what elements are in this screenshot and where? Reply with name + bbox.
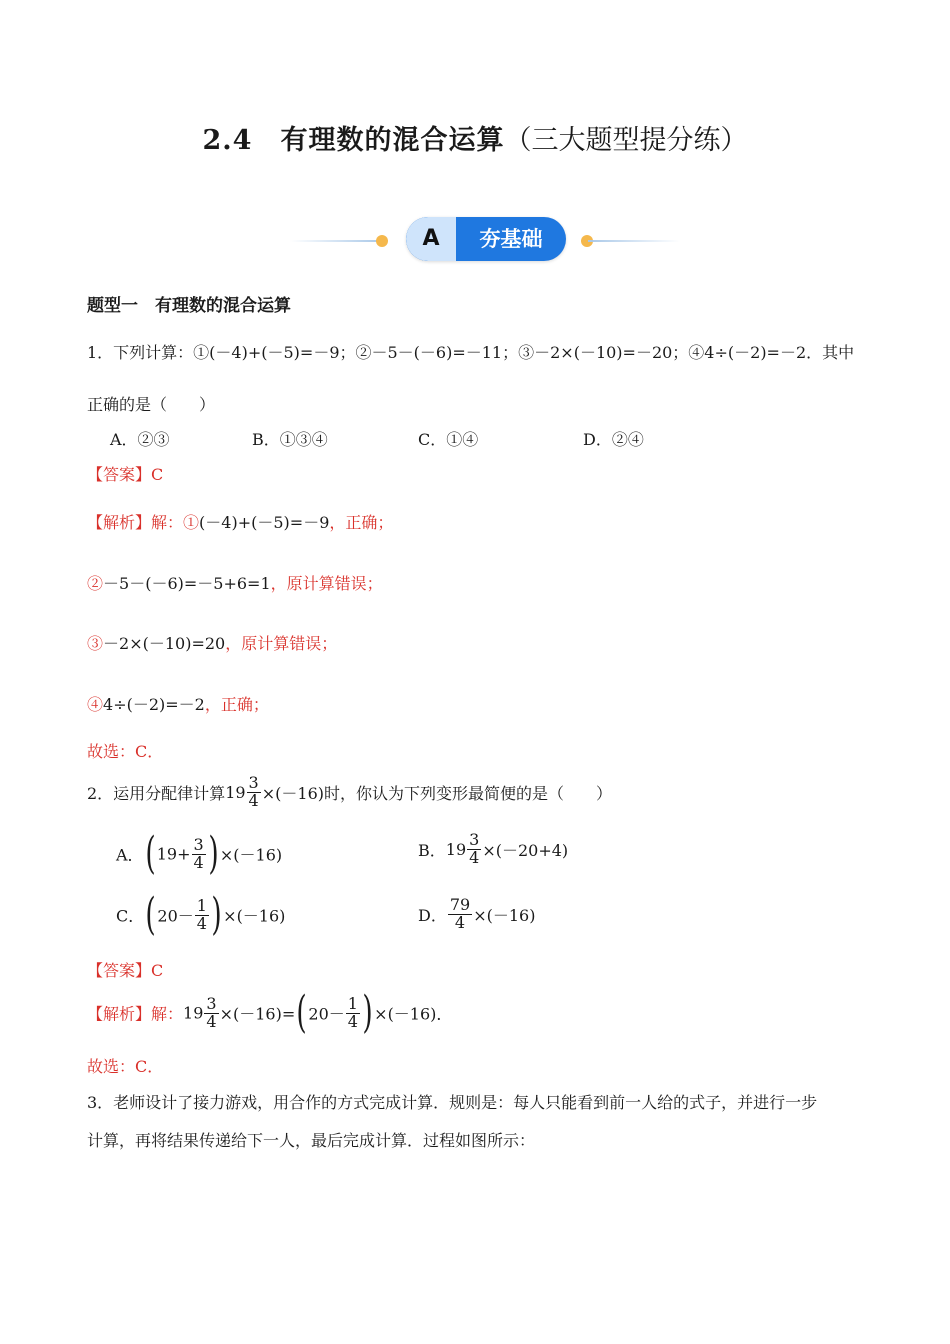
section-badge	[290, 214, 680, 266]
q2-option-b-den: 4	[469, 847, 480, 867]
badge-line-right	[588, 240, 680, 242]
q2-option-d-den: 4	[454, 912, 466, 932]
title-main: 2.4 有理数的混合运算	[202, 125, 505, 156]
q1-option-d: D．②④	[583, 430, 644, 449]
q2-stem-tail: ×(－16)	[261, 783, 324, 803]
q2-stem-post: 时，你认为下列变形最简便的是（ ）	[324, 783, 613, 803]
q1-answer	[87, 462, 163, 485]
q2-option-d-tail: ×(－16)	[473, 905, 536, 925]
q1-analysis-tag: 【解析】	[87, 513, 152, 532]
q1-conclusion: 故选：C．	[87, 742, 164, 761]
q2-option-a-label: A．	[116, 845, 144, 865]
q2-analysis-whole: 19	[183, 1003, 204, 1023]
q2-option-a-den: 4	[193, 852, 204, 872]
q2-analysis-num2: 1	[347, 993, 358, 1013]
q2-stem-pre: 2．运用分配律计算	[87, 783, 226, 803]
q2-analysis-term: 20－	[308, 1004, 345, 1024]
q2-option-c-fraction	[195, 895, 209, 933]
q1-step1-expr: (－4)+(－5)=－9	[199, 513, 330, 532]
badge-label: 夯基础	[479, 227, 543, 251]
q2-stem-den: 4	[248, 790, 259, 810]
q2-option-d-label: D．	[418, 905, 447, 925]
q1-option-b: B．①③④	[252, 430, 328, 449]
q1-step3-mark: ③	[87, 634, 104, 653]
q2-option-a-rparen: )	[208, 828, 219, 879]
q3-stem-line2: 计算，再将结果传递给下一人，最后完成计算．过程如图所示：	[87, 1131, 536, 1150]
q1-analysis	[87, 510, 393, 533]
q2-option-b-fraction	[467, 832, 481, 867]
q2-analysis-den1: 4	[206, 1011, 217, 1031]
q2-stem	[87, 775, 612, 810]
badge-letter: A	[406, 217, 456, 261]
q1-answer-tag: 【答案】	[87, 465, 152, 484]
q2-option-c-den: 4	[196, 913, 207, 933]
q2-option-a-num: 3	[193, 834, 204, 854]
q2-stem-num: 3	[248, 773, 259, 792]
q2-conclusion: 故选：C．	[87, 1057, 164, 1076]
q1-step2-note: ，原计算错误；	[270, 574, 383, 593]
q2-analysis	[87, 987, 453, 1038]
badge-pill	[406, 217, 566, 261]
q2-option-c-term: 20－	[157, 906, 194, 926]
q2-option-b-whole: 19	[445, 839, 467, 859]
q1-step2-expr: －5－(－6)=－5+6=1	[103, 574, 271, 593]
q1-answer-value: C	[151, 465, 164, 484]
q1-stem-line1: 1．下列计算：①(－4)+(－5)=－9；②－5－(－6)=－11；③－2×(－10)=－20；④4÷(－2)=－2．其中	[87, 343, 855, 362]
q2-option-a-fraction	[192, 834, 206, 872]
badge-line-left	[290, 240, 382, 242]
q2-stem-fraction	[247, 775, 261, 810]
q2-option-c-label: C．	[116, 906, 145, 926]
section-title: 题型一 有理数的混合运算	[87, 296, 291, 316]
q2-answer-tag: 【答案】	[87, 961, 152, 980]
title-sub: （三大题型提分练）	[504, 125, 748, 156]
q2-analysis-den2: 4	[347, 1011, 358, 1031]
q2-analysis-intro: 解：	[151, 1004, 184, 1024]
q2-answer-value: C	[151, 961, 164, 980]
q3-stem-line1: 3．老师设计了接力游戏，用合作的方式完成计算．规则是：每人只能看到前一人给的式子，并进行一步	[87, 1093, 818, 1112]
q2-analysis-num1: 3	[206, 993, 217, 1013]
q2-option-c-num: 1	[196, 895, 207, 915]
q2-option-d	[418, 897, 535, 932]
badge-dot-left	[376, 235, 388, 247]
q2-option-a	[116, 828, 283, 879]
page-title	[0, 118, 950, 157]
q2-option-d-num: 79	[449, 895, 471, 914]
q2-analysis-tail: ×(－16)．	[374, 1004, 453, 1024]
q1-step3-note: ，原计算错误；	[225, 634, 338, 653]
q2-option-c	[116, 889, 286, 940]
q2-option-a-tail: ×(－16)	[219, 845, 283, 865]
q2-option-b-num: 3	[469, 830, 480, 849]
q2-answer	[87, 958, 163, 981]
q1-analysis-intro: 解：	[151, 513, 184, 532]
q1-step4-note: ，正确；	[204, 695, 269, 714]
q2-option-a-term: 19+	[156, 844, 191, 864]
q1-stem-line2: 正确的是（ ）	[87, 395, 216, 414]
q1-step1-mark: ①	[183, 513, 200, 532]
q2-analysis-fraction2	[346, 993, 360, 1031]
q1-step4-mark: ④	[87, 695, 104, 714]
q1-step2-mark: ②	[87, 574, 104, 593]
q2-analysis-rparen: )	[362, 987, 373, 1038]
q2-option-c-tail: ×(－16)	[223, 906, 286, 926]
q1-step4-expr: 4÷(－2)=－2	[103, 695, 205, 714]
q1-option-a: A．②③	[110, 430, 170, 449]
q2-stem-whole: 19	[225, 782, 246, 802]
q2-option-b-label: B．	[418, 840, 446, 860]
q2-analysis-fraction1	[204, 993, 218, 1031]
q2-option-b	[418, 832, 568, 867]
q2-analysis-mid: ×(－16)=	[219, 1004, 296, 1024]
q2-option-a-lparen: (	[144, 828, 156, 879]
q2-option-c-lparen: (	[145, 889, 156, 940]
q1-step3-expr: －2×(－10)=20	[103, 634, 226, 653]
q1-step2	[87, 571, 383, 594]
q1-option-c: C．①④	[418, 430, 479, 449]
q1-step4	[87, 692, 269, 715]
q1-step1-note: ，正确；	[329, 513, 394, 532]
q2-analysis-lparen: (	[296, 987, 307, 1038]
q2-option-c-rparen: )	[211, 889, 222, 940]
q2-option-d-fraction	[448, 897, 472, 932]
q2-option-b-tail: ×(－20+4)	[482, 840, 569, 860]
q1-step3	[87, 631, 337, 654]
q2-analysis-tag: 【解析】	[87, 1004, 152, 1024]
